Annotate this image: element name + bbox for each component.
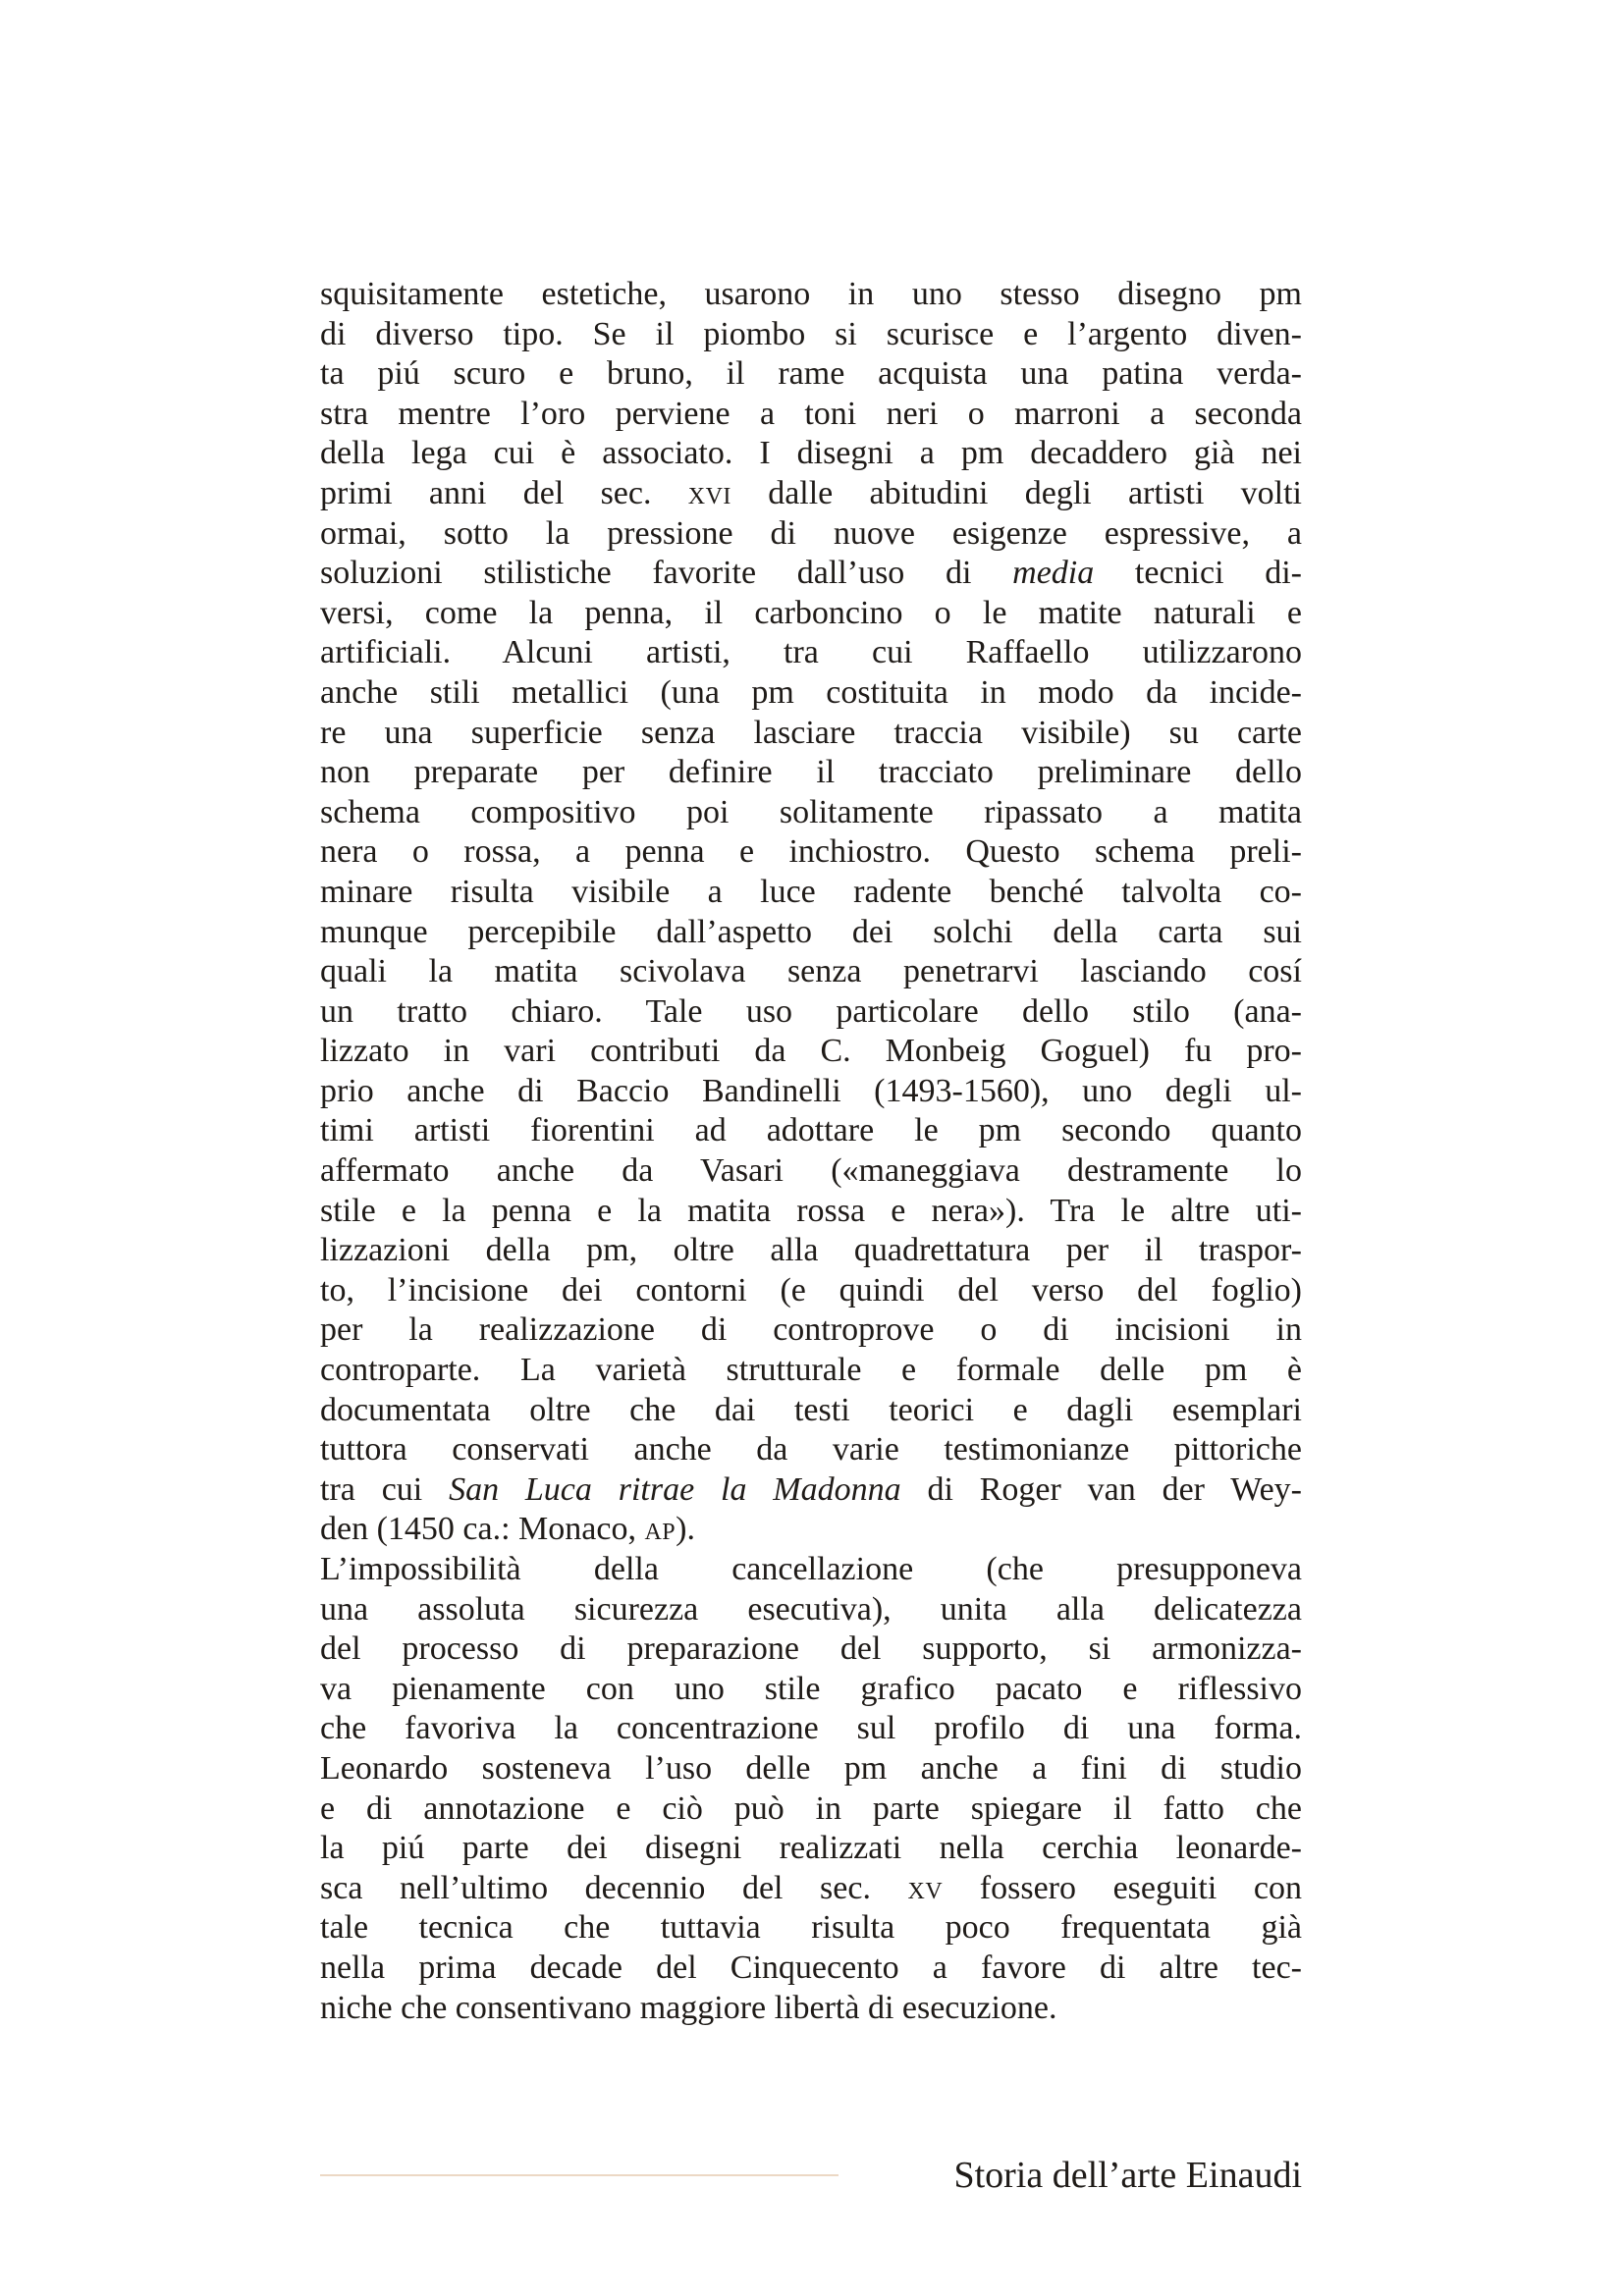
text-line: squisitamente estetiche, usarono in uno stesso disegno pm — [320, 276, 1302, 312]
text-line: ta piú scuro e bruno, il rame acquista una patina verda- — [320, 355, 1302, 393]
text-line: quali la matita scivolava senza penetrarvi lasciando cosí — [320, 953, 1302, 990]
text-line: prio anche di Baccio Bandinelli (1493-1560), uno degli ul- — [320, 1072, 1302, 1109]
text-line: to, l’incisione dei contorni (e quindi del verso del foglio) — [320, 1271, 1302, 1308]
italic-text: media — [1012, 555, 1095, 592]
text-line: per la realizzazione di controprove o di incisioni in — [320, 1311, 1302, 1349]
text-line: della lega cui è associato. I disegni a pm decaddero già nei — [320, 435, 1302, 472]
text-line: re una superficie senza lasciare traccia visibile) su carte — [320, 714, 1302, 751]
text-line: minare risulta visibile a luce radente benché talvolta co- — [320, 873, 1302, 910]
text-line — [320, 1510, 1302, 1550]
text-run: primi anni del sec. — [320, 474, 688, 511]
text-line: tale tecnica che tuttavia risulta poco frequentata già — [320, 1909, 1302, 1947]
text-line — [320, 554, 1302, 594]
text-line: che favoriva la concentrazione sul profilo di una forma. — [320, 1710, 1302, 1747]
text-line: una assoluta sicurezza esecutiva), unita alla delicatezza — [320, 1590, 1302, 1628]
small-caps-text: ap — [644, 1511, 676, 1548]
text-line — [320, 474, 1302, 514]
small-caps-text: xvi — [687, 474, 731, 511]
text-run: soluzioni stilistiche favorite dall’uso di — [320, 555, 1013, 592]
text-line: schema compositivo poi solitamente ripassato a matita — [320, 793, 1302, 830]
text-line: di diverso tipo. Se il piombo si scurisce e l’argento diven- — [320, 315, 1302, 352]
small-caps-text: xv — [907, 1869, 944, 1906]
text-line: documentata oltre che dai testi teorici e dagli esemplari — [320, 1391, 1302, 1428]
text-line: timi artisti fiorentini ad adottare le pm secondo quanto — [320, 1112, 1302, 1149]
text-line: va pienamente con uno stile grafico pacato e riflessivo — [320, 1670, 1302, 1707]
page-footer — [320, 2150, 1302, 2205]
text-line: non preparate per definire il tracciato preliminare dello — [320, 754, 1302, 791]
text-line: ormai, sotto la pressione di nuove esigenze espressive, a — [320, 514, 1302, 552]
text-run: ). — [676, 1511, 695, 1548]
text-line: nera o rossa, a penna e inchiostro. Questo schema preli- — [320, 833, 1302, 871]
text-line: la piú parte dei disegni realizzati nella cerchia leonarde- — [320, 1830, 1302, 1867]
text-line: L’impossibilità della cancellazione (che presupponeva — [320, 1551, 1302, 1587]
text-line: niche che consentivano maggiore libertà di esecuzione. — [320, 1989, 1057, 2026]
text-run: tecnici di- — [1094, 555, 1302, 592]
footer-title: Storia dell’arte Einaudi — [953, 2155, 1302, 2196]
text-line: lizzazioni della pm, oltre alla quadrettatura per il traspor- — [320, 1232, 1302, 1269]
text-line: Leonardo sosteneva l’uso delle pm anche a fini di studio — [320, 1749, 1302, 1787]
text-line: tuttora conservati anche da varie testimonianze pittoriche — [320, 1431, 1302, 1468]
italic-text: San Luca ritrae la Madonna — [449, 1470, 901, 1508]
text-line: del processo di preparazione del supporto, si armonizza- — [320, 1630, 1302, 1668]
text-line: stile e la penna e la matita rossa e nera»). Tra le altre uti- — [320, 1192, 1302, 1229]
text-run: sca nell’ultimo decennio del sec. — [320, 1869, 908, 1906]
text-line: artificiali. Alcuni artisti, tra cui Raffaello utilizzarono — [320, 634, 1302, 671]
text-run: fossero eseguiti con — [943, 1869, 1302, 1906]
text-line — [320, 1470, 1302, 1511]
text-run: den (1450 ca.: Monaco, — [320, 1511, 645, 1548]
text-run: tra cui — [320, 1470, 450, 1508]
text-run: di Roger van der Wey- — [900, 1470, 1302, 1508]
text-line: versi, come la penna, il carboncino o le matite naturali e — [320, 594, 1302, 631]
footer-rule — [320, 2174, 839, 2176]
text-line: stra mentre l’oro perviene a toni neri o marroni a seconda — [320, 395, 1302, 432]
text-line — [320, 1869, 1302, 1909]
text-line: nella prima decade del Cinquecento a favore di altre tec- — [320, 1949, 1302, 1986]
text-line: e di annotazione e ciò può in parte spiegare il fatto che — [320, 1789, 1302, 1827]
text-line: un tratto chiaro. Tale uso particolare dello stilo (ana- — [320, 992, 1302, 1030]
text-line: controparte. La varietà strutturale e formale delle pm è — [320, 1352, 1302, 1389]
text-line: affermato anche da Vasari («maneggiava destramente lo — [320, 1152, 1302, 1190]
text-run: dalle abitudini degli artisti volti — [730, 474, 1303, 511]
text-line: munque percepibile dall’aspetto dei solchi della carta sui — [320, 913, 1302, 950]
body-text — [320, 275, 1302, 2028]
text-line: lizzato in vari contributi da C. Monbeig Goguel) fu pro- — [320, 1033, 1302, 1070]
text-line: anche stili metallici (una pm costituita in modo da incide- — [320, 673, 1302, 711]
